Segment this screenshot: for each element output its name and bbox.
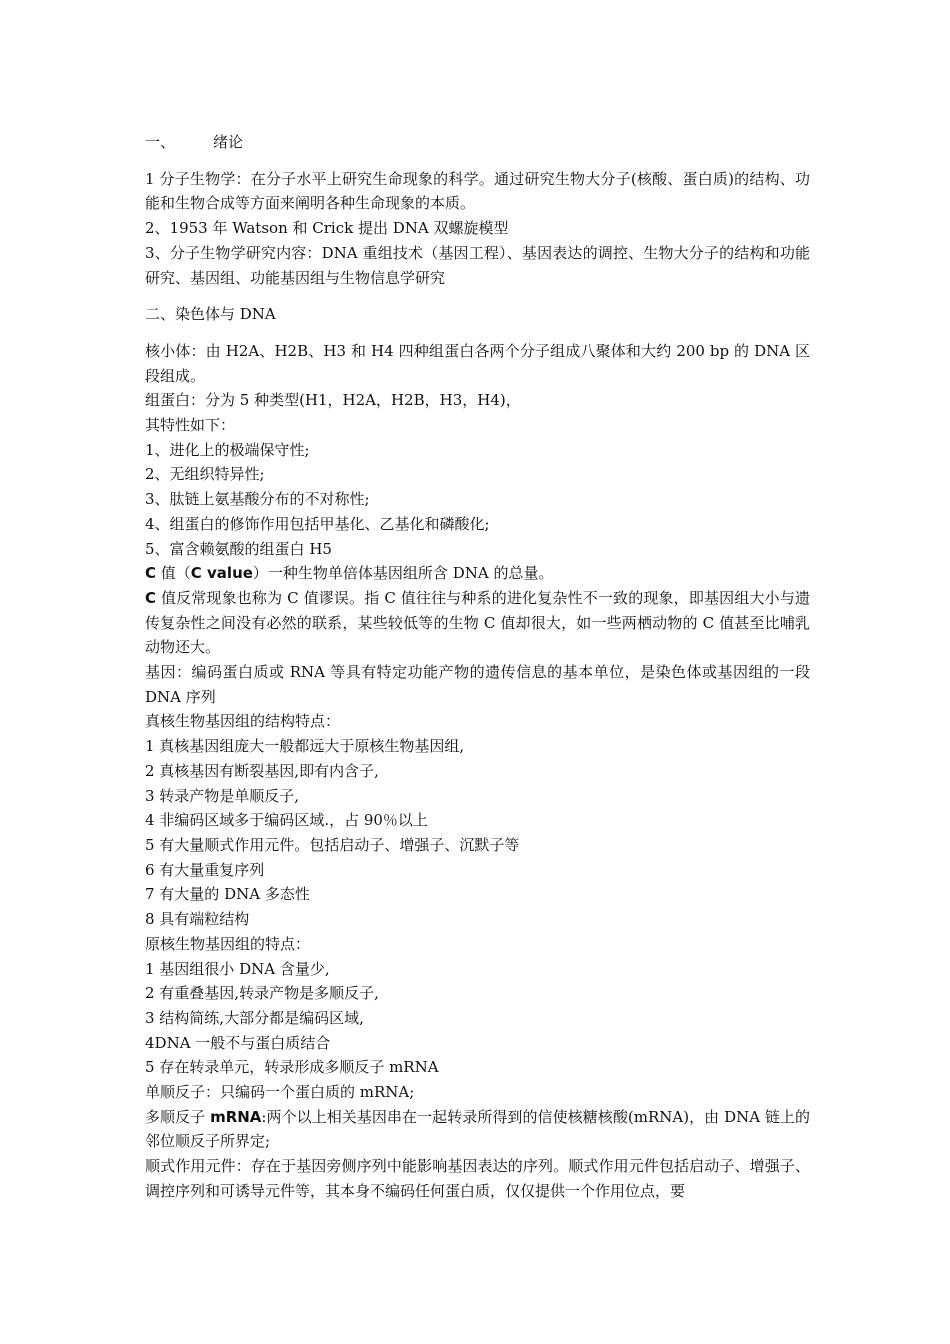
bold-term: C (145, 564, 157, 583)
paragraph-gene: 基因：编码蛋白质或 RNA 等具有特定功能产物的遗传信息的基本单位，是染色体或基因组的一段 DNA 序列 (145, 663, 810, 706)
list-item: 5 存在转录单元，转录形成多顺反子 mRNA (145, 1058, 439, 1077)
paragraph-cis-element: 顺式作用元件：存在于基因旁侧序列中能影响基因表达的序列。顺式作用元件包括启动子、增强子、调控序列和可诱导元件等，其本身不编码任何蛋白质，仅仅提供一个作用位点，要 (145, 1157, 810, 1200)
text-run: 值（ (156, 564, 191, 583)
section-heading-chromosome: 二、染色体与 DNA (145, 305, 276, 324)
list-item: 6 有大量重复序列 (145, 860, 265, 879)
list-item: 5 有大量顺式作用元件。包括启动子、增强子、沉默子等 (145, 835, 520, 854)
list-item: 4DNA 一般不与蛋白质结合 (145, 1033, 331, 1052)
text-run: ）一种生物单倍体基因组所含 DNA 的总量。 (252, 564, 554, 583)
text-run: 值反常现象也称为 C 值谬误。指 C 值往往与种系的进化复杂性不一致的现象，即基因组大小与遗传复杂性之间没有必然的联系，某些较低等的生物 C 值却很大，如一些两栖动物的 C 值甚至比哺乳动物还大。 (145, 588, 810, 657)
paragraph-prokaryote-title: 原核生物基因组的特点： (145, 934, 311, 953)
paragraph-eukaryote-title: 真核生物基因组的结构特点： (145, 712, 341, 731)
list-item: 8 具有端粒结构 (145, 910, 250, 929)
text-run: 多顺反子 (145, 1107, 211, 1126)
document-body (145, 130, 810, 1204)
list-item: 1 基因组很小 DNA 含量少, (145, 959, 330, 978)
prokaryote-list (145, 957, 810, 1081)
list-item: 4、组蛋白的修饰作用包括甲基化、乙基化和磷酸化; (145, 514, 490, 533)
list-item: 3 转录产物是单顺反子, (145, 786, 300, 805)
list-item: 1、进化上的极端保守性; (145, 440, 310, 459)
bold-term: C (145, 588, 157, 607)
paragraph-c-value (145, 561, 810, 586)
list-item: 1 真核基因组庞大一般都远大于原核生物基因组, (145, 737, 465, 756)
bold-term: mRNA (210, 1107, 262, 1126)
histone-list (145, 438, 810, 562)
paragraph-c-value-paradox (145, 586, 810, 660)
list-item: 3 结构简练,大部分都是编码区域, (145, 1008, 364, 1027)
paragraph-polycistron (145, 1105, 810, 1154)
list-item: 2 有重叠基因,转录产物是多顺反子, (145, 984, 379, 1003)
paragraph-history: 2、1953 年 Watson 和 Crick 提出 DNA 双螺旋模型 (145, 219, 509, 238)
section-number: 一、 (145, 133, 176, 151)
list-item: 4 非编码区域多于编码区域.，占 90％以上 (145, 811, 428, 830)
bold-term: C value (190, 564, 253, 583)
paragraph-research-content: 3、分子生物学研究内容：DNA 重组技术（基因工程）、基因表达的调控、生物大分子的结构和功能研究、基因组、功能基因组与生物信息学研究 (145, 243, 810, 287)
list-item: 2、无组织特异性; (145, 465, 265, 484)
section-title: 绪论 (213, 133, 244, 151)
list-item: 7 有大量的 DNA 多态性 (145, 885, 310, 904)
section-heading-intro (145, 130, 810, 155)
paragraph-histone-intro: 其特性如下： (145, 416, 236, 435)
paragraph-nucleosome: 核小体：由 H2A、H2B、H3 和 H4 四种组蛋白各两个分子组成八聚体和大约 200 bp 的 DNA 区段组成。 (145, 341, 810, 385)
list-item: 3、肽链上氨基酸分布的不对称性; (145, 490, 370, 509)
list-item: 5、富含赖氨酸的组蛋白 H5 (145, 539, 332, 558)
list-item: 2 真核基因有断裂基因,即有内含子, (145, 761, 379, 780)
paragraph-histone: 组蛋白：分为 5 种类型(H1，H2A，H2B，H3，H4)， (145, 391, 521, 410)
eukaryote-list (145, 734, 810, 932)
text-run: :两个以上相关基因串在一起转录所得到的信使核糖核酸(mRNA)，由 DNA 链上的邻位顺反子所界定; (145, 1107, 810, 1151)
paragraph-definition: 1 分子生物学：在分子水平上研究生命现象的科学。通过研究生物大分子(核酸、蛋白质)的结构、功能和生物合成等方面来阐明各种生命现象的本质。 (145, 169, 810, 213)
paragraph-monocistron: 单顺反子：只编码一个蛋白质的 mRNA; (145, 1083, 415, 1102)
